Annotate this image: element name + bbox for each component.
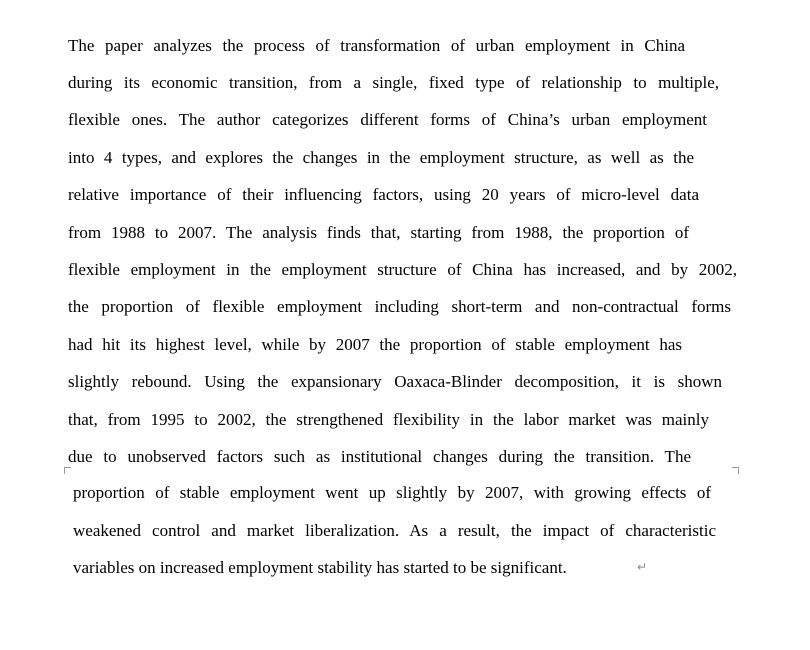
text-line-6: from 1988 to 2007. The analysis finds that, starting from 1988, the proportion of [68,223,689,242]
text-line-13: proportion of stable employment went up slightly by 2007, with growing effects of [73,483,711,502]
text-line-11: that, from 1995 to 2002, the strengthened flexibility in the labor market was mainly [68,410,709,429]
text-line-10: slightly rebound. Using the expansionary Oaxaca-Blinder decomposition, it is shown [68,372,722,391]
text-line-2: during its economic transition, from a single, fixed type of relationship to multiple, [68,73,719,92]
text-line-8: the proportion of flexible employment including short-term and non-contractual forms [68,297,731,316]
text-line-7: flexible employment in the employment structure of China has increased, and by 2002, [68,260,737,279]
paragraph-mark-icon: ↵ [637,560,648,574]
text-line-5: relative importance of their influencing factors, using 20 years of micro-level data [68,185,699,204]
text-line-15: variables on increased employment stability has started to be significant. [73,558,567,577]
text-line-14: weakened control and market liberalization. As a result, the impact of characteristic [73,521,716,540]
text-line-1: The paper analyzes the process of transformation of urban employment in China [68,36,685,55]
text-line-3: flexible ones. The author categorizes different forms of China’s urban employment [68,110,707,129]
text-line-4: into 4 types, and explores the changes in the employment structure, as well as the [68,148,694,167]
text-line-12: due to unobserved factors such as institutional changes during the transition. The [68,447,691,466]
text-boundary-corner-left [64,467,71,474]
text-boundary-corner-right [732,467,739,474]
text-line-9: had hit its highest level, while by 2007 the proportion of stable employment has [68,335,682,354]
